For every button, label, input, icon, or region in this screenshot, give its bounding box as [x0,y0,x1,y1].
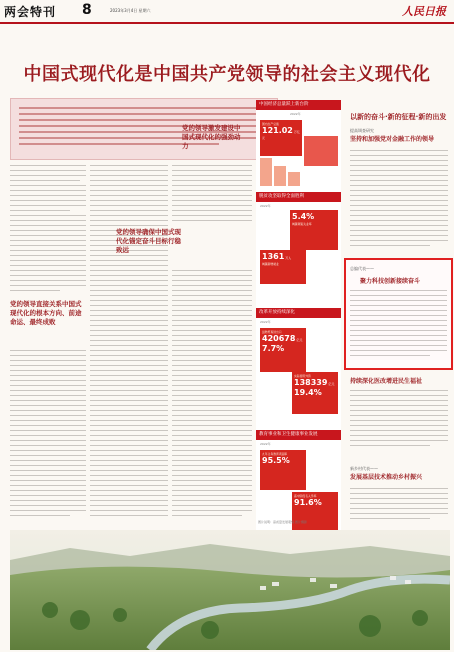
brand-logo: 人民日报 [402,5,446,18]
year-label: 2022年 [260,204,271,208]
highlight-box [344,258,453,370]
stat-value: 1361 [262,252,285,261]
right-column-block-1 [350,128,448,143]
stat-unit: 万人 [285,256,292,260]
stat-caption: 实际使用外资 [294,374,311,378]
stat-card-foreign-investment [292,372,338,414]
right-column-block-3 [350,376,448,385]
body-column-2 [90,165,168,525]
subhead-3: 党的领导激发建设中国式现代化的强劲动力 [182,124,241,150]
right-column-text-1 [350,150,448,250]
subhead-2: 党的领导确保中国式现代化锚定奋斗目标行稳致远 [116,228,181,254]
right-column-kicker: 以新的奋斗·新的征程·新的出发 [350,113,447,121]
block-label: 提高调查研究 [350,128,374,133]
right-column-block-4 [350,466,448,481]
stat-value: 138339 [294,378,328,387]
block-title: 发展基层技术推动乡村振兴 [350,474,423,481]
stat-card-unemployment [290,210,338,250]
stat-growth: 7.7% [262,344,285,353]
stat-card-gdp [260,120,302,156]
stat-share: 19.4% [294,388,322,397]
infographic-head-2: 脱贫攻坚取得全面胜利 [256,192,341,202]
stat-caption: 城镇调查失业率 [292,222,312,226]
stat-card-trade [260,328,306,372]
stat-unit: 万亿元 [262,130,300,140]
subhead-1: 党的领导直接关系中国式现代化的根本方向、前途命运、最终成败 [10,300,82,326]
stat-value: 420678 [262,334,296,343]
infographic-head-3: 改革开放持续深化 [256,308,341,318]
stat-value: 5.4% [292,212,315,221]
page-headline: 中国式现代化是中国共产党领导的社会主义现代化 [23,64,431,85]
stat-card-jobs [260,250,306,284]
stat-value: 91.6% [294,498,322,507]
landscape-photo [10,530,450,650]
highlight-title: 聚力科技创新接续奋斗 [360,278,421,285]
stat-caption: 货物贸易进出口 [262,330,282,334]
stat-value: 121.02 [262,126,293,135]
body-column-3 [116,110,252,525]
stat-caption: 城镇新增就业 [262,262,279,266]
masthead-rule [0,22,454,24]
highlight-label: 总编代表—— [350,266,374,271]
year-label: 2022年 [290,112,301,116]
block-label: 新乡村代表—— [350,466,378,471]
body-column-1 [10,165,86,525]
block-title: 坚持和加强党对金融工作的领导 [350,136,435,143]
page-number: 8 [82,2,92,18]
stat-unit: 亿元 [296,338,303,342]
stat-card-compulsory-education [260,450,306,490]
section-title: 两会特刊 [4,5,57,19]
stat-caption: 九年义务教育巩固率 [262,452,288,456]
infographic-head-1: 中国经济总量跃上新台阶 [256,100,341,110]
infographic-head-4: 教育事业和卫生健康事业发展 [256,430,341,440]
photo-credit: 图片说明：高质量发展观察·图片摄影 [258,520,307,524]
stat-caption: 国内生产总值 [262,122,279,126]
right-column-text-4 [350,488,448,528]
year-label: 2022年 [260,320,271,324]
infographic-panel [256,100,341,555]
stat-caption: 高中阶段毛入学率 [294,494,317,498]
block-title: 持续深化医改增进民生福祉 [350,378,423,385]
stat-unit: 亿元 [328,382,335,386]
issue-date: 2023年3月4日 星期六 [110,8,151,13]
stat-value: 95.5% [262,456,290,465]
right-column-text-3 [350,390,448,460]
stat-card-high-school [292,492,338,532]
year-label: 2022年 [260,442,271,446]
stat-card-secondary [304,136,338,166]
masthead [0,0,454,22]
